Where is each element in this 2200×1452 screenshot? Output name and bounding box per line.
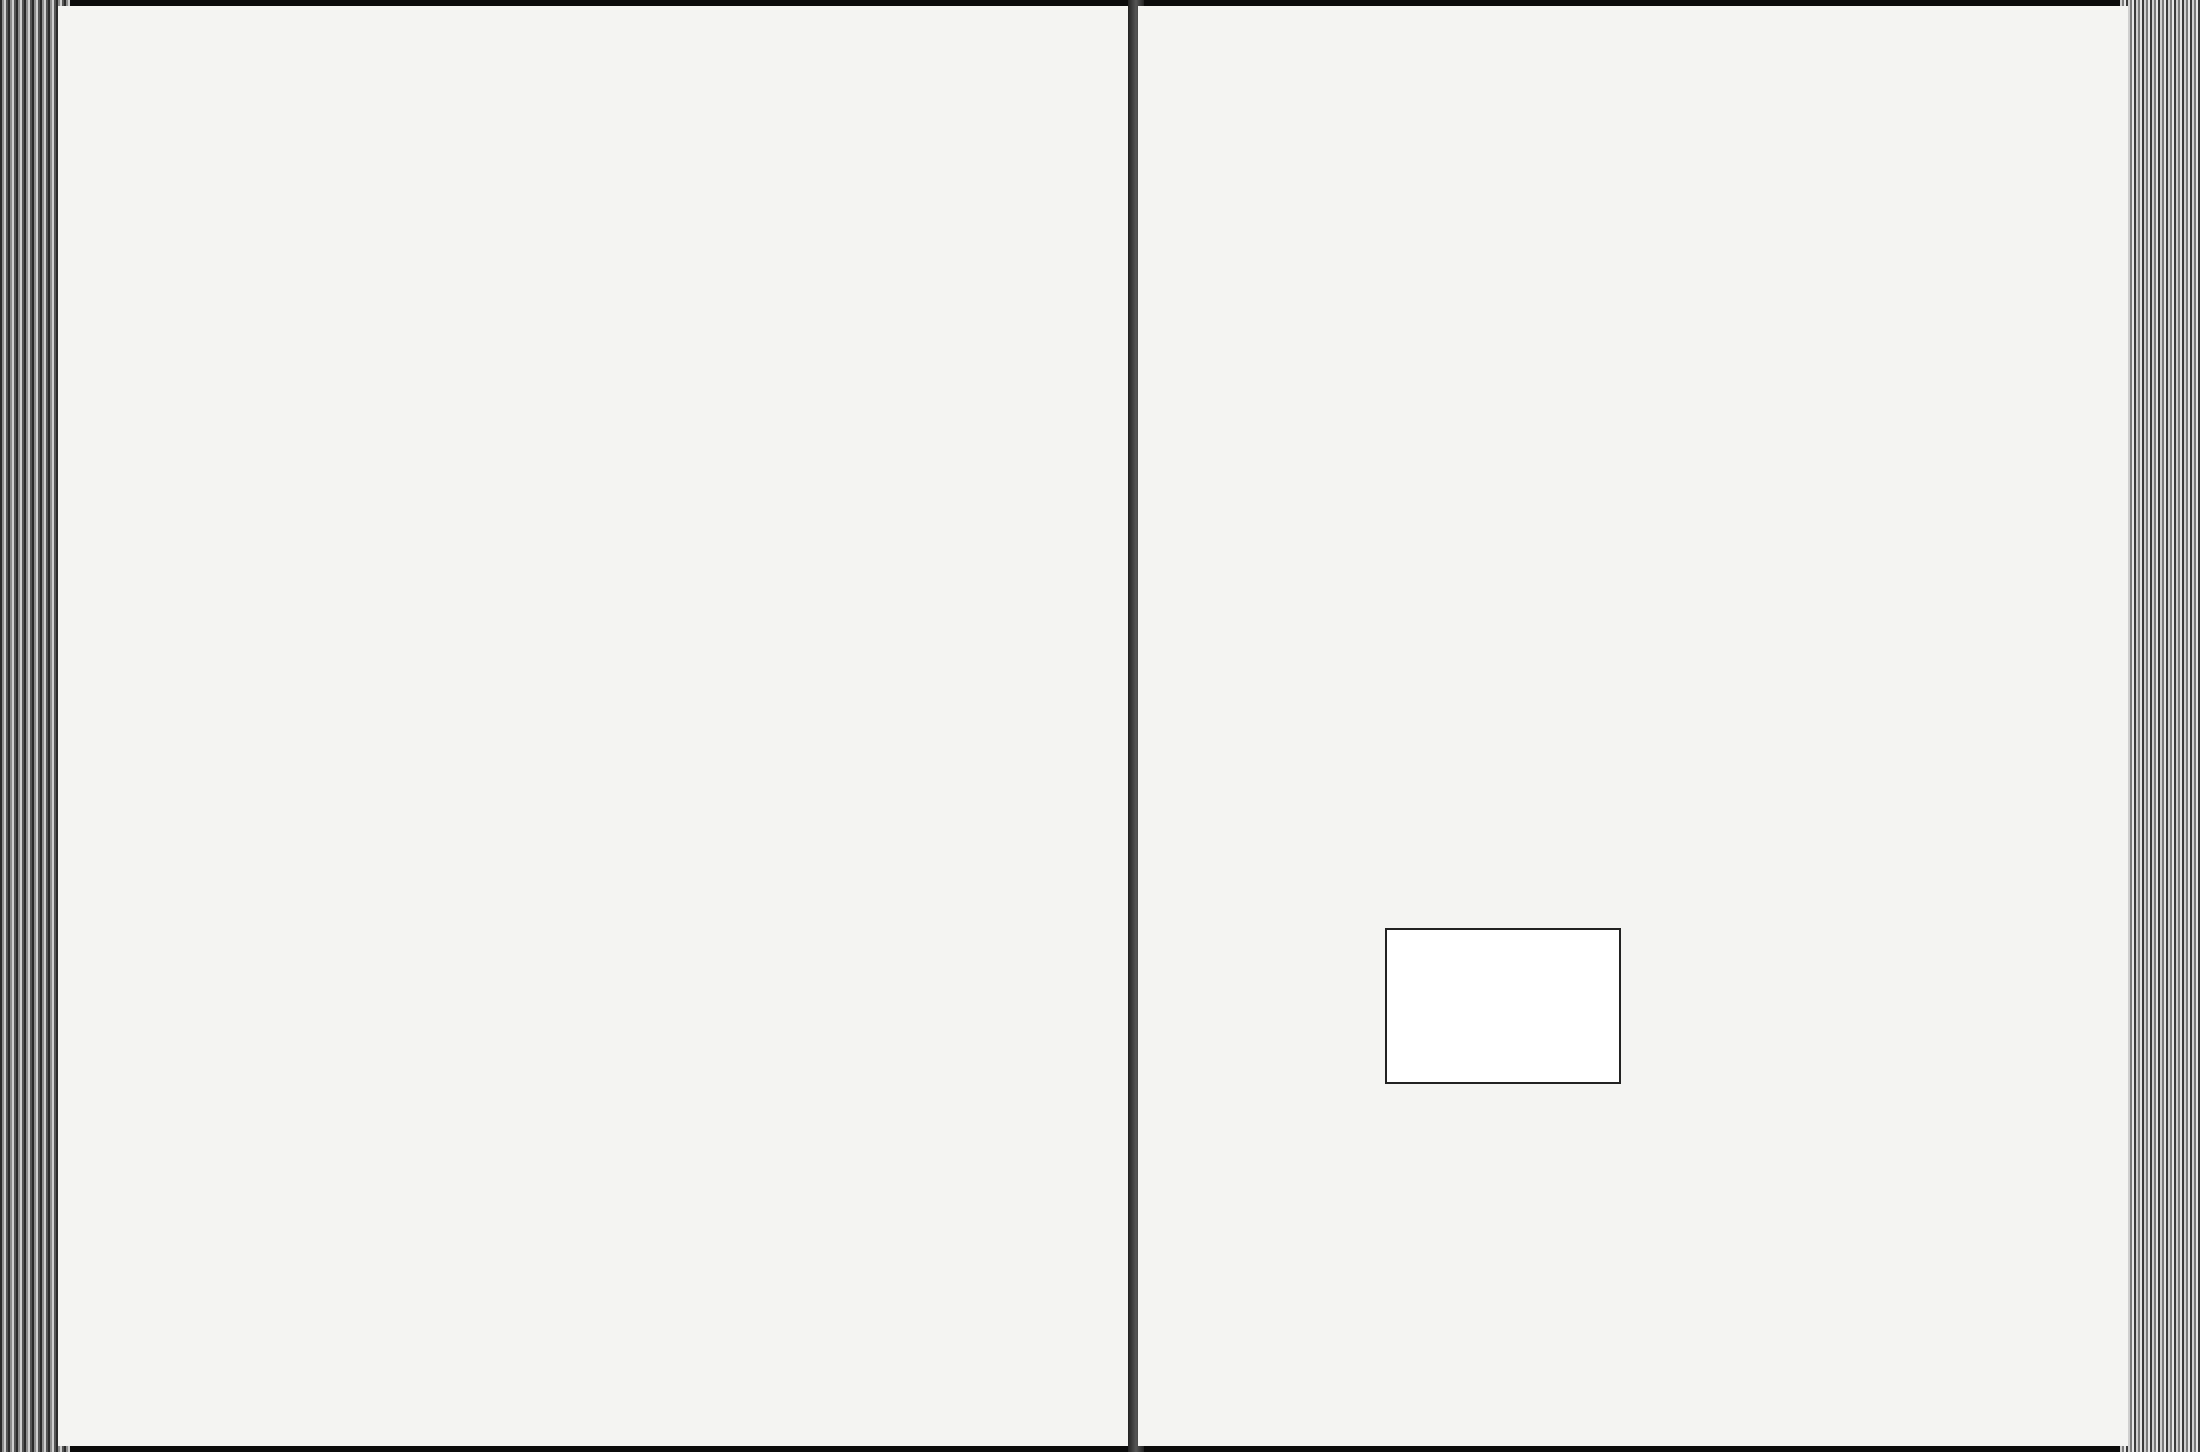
right-register-table <box>1138 6 2128 1446</box>
left-page <box>58 6 1132 1446</box>
blank-spread-stamp <box>1385 928 1621 1084</box>
right-page <box>1138 6 2128 1446</box>
left-register-table <box>58 6 1132 1446</box>
book-page-edges-right <box>2120 0 2200 1452</box>
